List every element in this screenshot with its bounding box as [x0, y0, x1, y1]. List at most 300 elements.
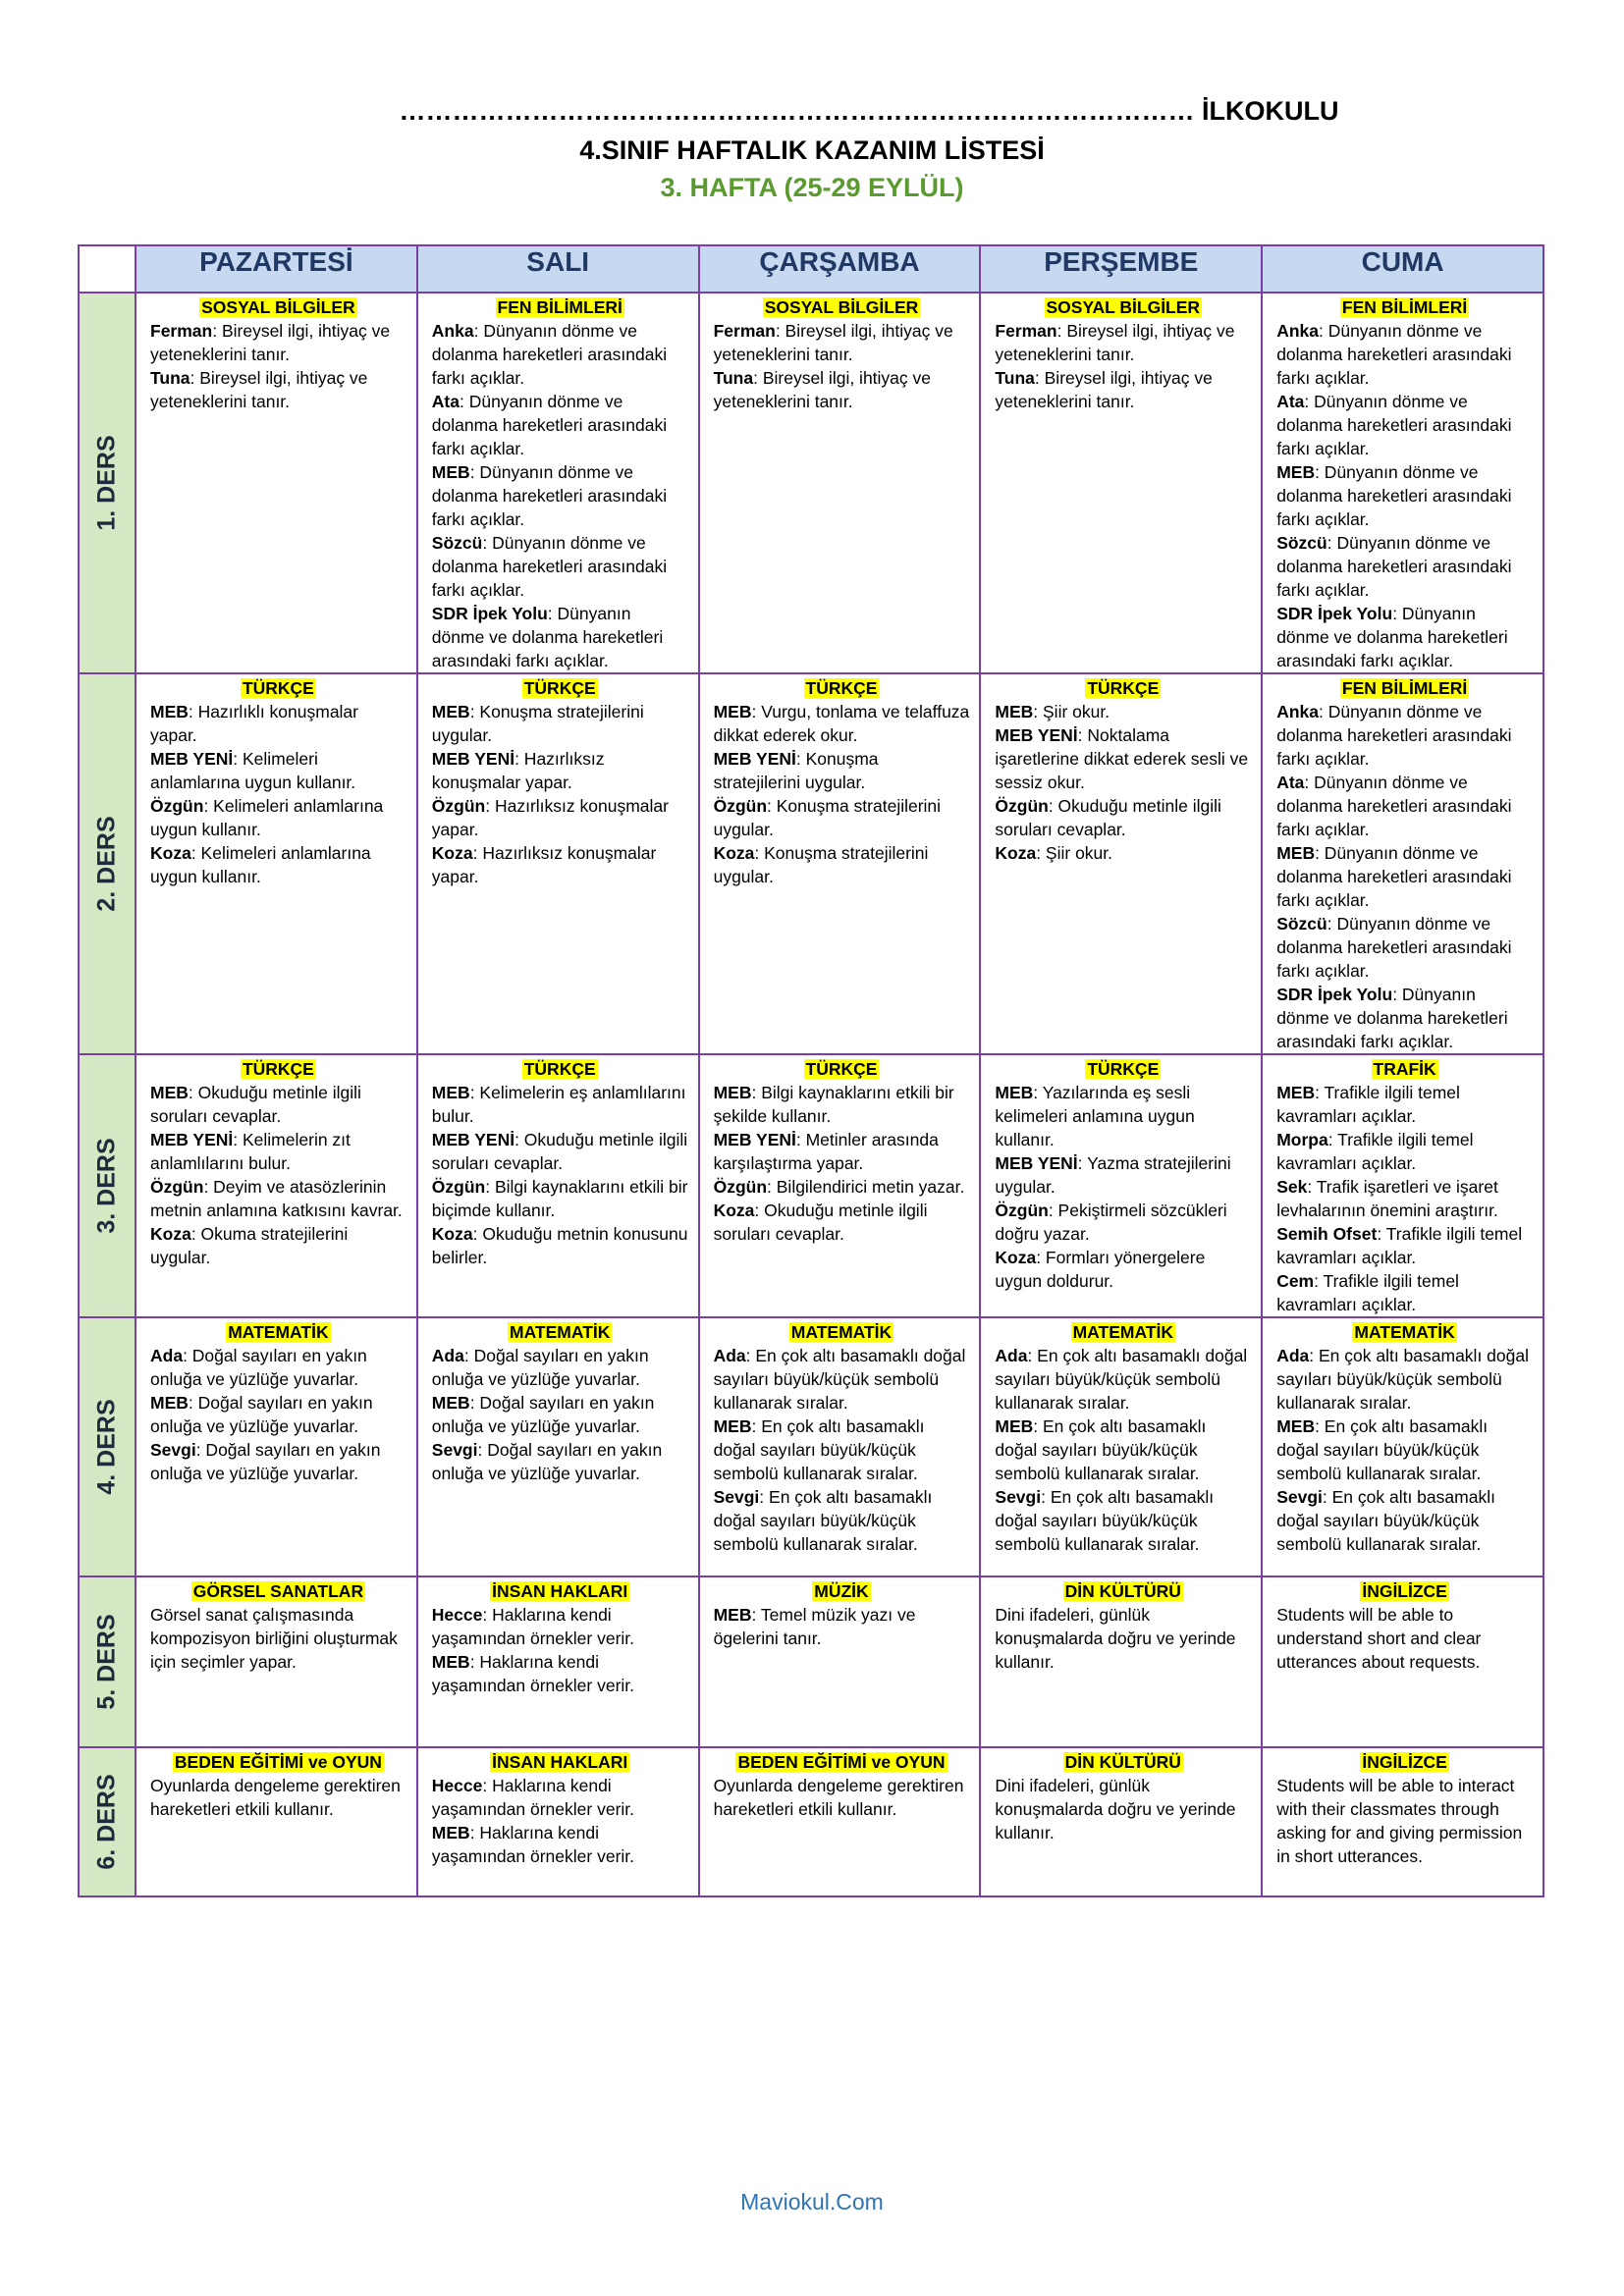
subject-label: BEDEN EĞİTİMİ ve OYUN	[737, 1752, 946, 1772]
outcome-text: : Bilgilendirici metin yazar.	[767, 1177, 965, 1197]
textbook-source: MEB YENİ	[431, 749, 515, 769]
outcome-entry	[995, 1415, 1251, 1485]
outcome-text: : Bireysel ilgi, ihtiyaç ve yeteneklerini tanır.	[150, 368, 368, 411]
outcome-entry	[432, 390, 688, 460]
textbook-source: MEB	[431, 462, 470, 482]
subject-heading	[432, 1750, 688, 1774]
lesson-row-header	[79, 293, 135, 673]
outcome-entry	[150, 841, 406, 888]
subject-label: MÜZİK	[814, 1581, 869, 1601]
lesson-cell-friday	[1262, 1747, 1543, 1896]
lesson-cell-monday	[135, 293, 417, 673]
textbook-source: MEB	[995, 1416, 1034, 1436]
subject-label: İNGİLİZCE	[1362, 1581, 1447, 1601]
subject-heading	[714, 1750, 970, 1774]
lesson-cell-wednesday	[699, 673, 981, 1054]
outcome-text: : Haklarına kendi yaşamından örnekler verir.	[431, 1652, 635, 1695]
outcome-entry	[714, 747, 970, 794]
lesson-cell-friday	[1262, 293, 1543, 673]
subject-heading	[432, 1057, 688, 1081]
outcome-entry	[432, 841, 688, 888]
outcome-text: : Doğal sayıları en yakın onluğa ve yüzlüğe yuvarlar.	[150, 1393, 373, 1436]
subject-heading	[995, 1057, 1251, 1081]
subject-heading	[150, 1320, 406, 1344]
outcome-text: Oyunlarda dengeleme gerektiren hareketleri etkili kullanır.	[150, 1776, 401, 1819]
corner-cell	[79, 245, 135, 293]
outcome-text: : En çok altı basamaklı doğal sayıları büyük/küçük sembolü kullanarak sıralar.	[995, 1487, 1215, 1554]
outcome-entry	[432, 1222, 688, 1269]
outcome-text: : En çok altı basamaklı doğal sayıları büyük/küçük sembolü kullanarak sıralar.	[713, 1487, 933, 1554]
outcome-text: : En çok altı basamaklı doğal sayıları büyük/küçük sembolü kullanarak sıralar.	[1276, 1487, 1495, 1554]
outcome-text: : Dünyanın dönme ve dolanma hareketleri arasındaki farkı açıklar.	[1276, 533, 1512, 600]
subject-heading	[714, 295, 970, 319]
outcome-text: : Kelimelerin zıt anlamlılarını bulur.	[150, 1130, 351, 1173]
outcome-text: : Dünyanın dönme ve dolanma hareketleri arasındaki farkı açıklar.	[1276, 321, 1512, 388]
subject-label: TÜRKÇE	[1087, 678, 1160, 698]
outcome-text: : Bilgi kaynaklarını etkili bir biçimde kullanır.	[431, 1177, 688, 1220]
textbook-source: MEB YENİ	[150, 1130, 234, 1149]
subject-label: SOSYAL BİLGİLER	[764, 297, 919, 317]
subject-label: MATEMATİK	[1354, 1322, 1455, 1342]
outcome-text: : Bireysel ilgi, ihtiyaç ve yeteneklerini tanır.	[995, 368, 1213, 411]
lesson-row	[79, 1576, 1543, 1747]
subject-label: FEN BİLİMLERİ	[497, 297, 623, 317]
textbook-source: Özgün	[150, 796, 204, 816]
textbook-source: Morpa	[1276, 1130, 1328, 1149]
week-title: 3. HAFTA (25-29 EYLÜL)	[660, 173, 964, 202]
outcome-text: Students will be able to understand short and clear utterances about requests.	[1276, 1605, 1482, 1672]
textbook-source: Koza	[431, 1224, 473, 1244]
outcome-entry	[714, 1603, 970, 1650]
textbook-source: Özgün	[995, 796, 1049, 816]
lesson-cell-monday	[135, 1747, 417, 1896]
outcome-text: : Haklarına kendi yaşamından örnekler verir.	[431, 1823, 635, 1866]
outcome-entry	[432, 1603, 688, 1650]
outcome-entry	[714, 1774, 970, 1821]
outcome-text: : Trafikle ilgili temel kavramları açıklar.	[1276, 1130, 1474, 1173]
subject-label: MATEMATİK	[228, 1322, 329, 1342]
outcome-entry	[432, 794, 688, 841]
textbook-source: Özgün	[431, 1177, 486, 1197]
lesson-row-header	[79, 1317, 135, 1576]
textbook-source: MEB YENİ	[713, 749, 796, 769]
textbook-source: MEB	[431, 1652, 470, 1672]
outcome-entry	[1276, 602, 1533, 672]
lesson-cell-wednesday	[699, 1317, 981, 1576]
outcome-text: : Doğal sayıları en yakın onluğa ve yüzlüğe yuvarlar.	[150, 1440, 381, 1483]
textbook-source: MEB	[1276, 462, 1316, 482]
outcome-entry	[1276, 1603, 1533, 1674]
outcome-text: : Kelimeleri anlamlarına uygun kullanır.	[150, 749, 356, 792]
outcome-text: : En çok altı basamaklı doğal sayıları büyük/küçük sembolü kullanarak sıralar.	[995, 1416, 1207, 1483]
textbook-source: MEB	[150, 702, 189, 721]
outcome-entry	[432, 319, 688, 390]
page-title: 4.SINIF HAFTALIK KAZANIM LİSTESİ	[579, 135, 1045, 165]
outcome-text: Oyunlarda dengeleme gerektiren hareketleri etkili kullanır.	[713, 1776, 964, 1819]
outcome-entry	[714, 366, 970, 413]
subject-label: İNSAN HAKLARI	[492, 1752, 628, 1772]
outcome-entry	[432, 602, 688, 672]
lesson-cell-thursday	[980, 1576, 1262, 1747]
outcome-text: : Konuşma stratejilerini uygular.	[431, 702, 644, 745]
lesson-cell-thursday	[980, 1054, 1262, 1317]
outcome-text: : Haklarına kendi yaşamından örnekler verir.	[431, 1605, 635, 1648]
subject-label: TÜRKÇE	[1087, 1059, 1160, 1079]
subject-label: BEDEN EĞİTİMİ ve OYUN	[174, 1752, 382, 1772]
textbook-source: Anka	[431, 321, 474, 341]
subject-heading	[714, 1579, 970, 1603]
textbook-source: Sözcü	[1276, 533, 1327, 553]
lesson-row-header	[79, 1576, 135, 1747]
outcome-text: : Dünyanın dönme ve dolanma hareketleri arasındaki farkı açıklar.	[431, 321, 668, 388]
subject-heading	[995, 1579, 1251, 1603]
outcome-entry	[150, 319, 406, 366]
textbook-source: SDR İpek Yolu	[431, 604, 548, 623]
lesson-cell-tuesday	[417, 1054, 699, 1317]
textbook-source: MEB	[713, 702, 752, 721]
outcome-text: : Noktalama işaretlerine dikkat ederek sesli ve sessiz okur.	[995, 725, 1249, 792]
outcome-text: : Bireysel ilgi, ihtiyaç ve yeteneklerini tanır.	[713, 368, 932, 411]
subject-heading	[150, 1057, 406, 1081]
subject-heading	[995, 295, 1251, 319]
textbook-source: Sevgi	[431, 1440, 478, 1460]
subject-heading	[150, 295, 406, 319]
outcome-entry	[1276, 1269, 1533, 1316]
outcome-entry	[1276, 319, 1533, 390]
outcome-text: : Doğal sayıları en yakın onluğa ve yüzlüğe yuvarlar.	[431, 1440, 663, 1483]
outcome-entry	[1276, 1128, 1533, 1175]
outcome-text: Dini ifadeleri, günlük konuşmalarda doğru ve yerinde kullanır.	[995, 1776, 1236, 1842]
outcome-entry	[995, 723, 1251, 794]
outcome-entry	[1276, 700, 1533, 771]
textbook-source: MEB	[1276, 1416, 1316, 1436]
lesson-cell-thursday	[980, 1747, 1262, 1896]
textbook-source: MEB	[1276, 843, 1316, 863]
outcome-entry	[1276, 1344, 1533, 1415]
lesson-cell-tuesday	[417, 1317, 699, 1576]
outcome-entry	[1276, 1415, 1533, 1485]
lesson-cell-friday	[1262, 1317, 1543, 1576]
outcome-text: : Dünyanın dönme ve dolanma hareketleri arasındaki farkı açıklar.	[1276, 392, 1512, 458]
outcome-text: : Dünyanın dönme ve dolanma hareketleri arasındaki farkı açıklar.	[431, 392, 668, 458]
lesson-label: 6. DERS	[92, 1774, 121, 1870]
outcome-text: : Deyim ve atasözlerinin metnin anlamına katkısını kavrar.	[150, 1177, 403, 1220]
outcome-text: : Temel müzik yazı ve ögelerini tanır.	[713, 1605, 916, 1648]
textbook-source: Ada	[431, 1346, 464, 1365]
subject-heading	[1276, 1320, 1533, 1344]
outcome-text: : Yazılarında eş sesli kelimeleri anlamına uygun kullanır.	[995, 1083, 1195, 1149]
textbook-source: Koza	[431, 843, 473, 863]
outcome-text: : Vurgu, tonlama ve telaffuza dikkat ederek okur.	[713, 702, 970, 745]
subject-label: SOSYAL BİLGİLER	[201, 297, 355, 317]
outcome-entry	[995, 1246, 1251, 1293]
lesson-row	[79, 1054, 1543, 1317]
textbook-source: Koza	[995, 1248, 1037, 1267]
day-header-friday: CUMA	[1262, 245, 1543, 293]
outcome-text: : Okuduğu metnin konusunu belirler.	[431, 1224, 688, 1267]
outcome-text: : Haklarına kendi yaşamından örnekler verir.	[431, 1776, 635, 1819]
outcome-text: : Dünyanın dönme ve dolanma hareketleri arasındaki farkı açıklar.	[1276, 462, 1512, 529]
outcome-entry	[714, 794, 970, 841]
outcome-text: : Bireysel ilgi, ihtiyaç ve yeteneklerini tanır.	[713, 321, 953, 364]
outcome-text: : Dünyanın dönme ve dolanma hareketleri arasındaki farkı açıklar.	[1276, 773, 1512, 839]
outcome-entry	[432, 1438, 688, 1485]
subject-label: SOSYAL BİLGİLER	[1046, 297, 1201, 317]
day-header-tuesday: SALI	[417, 245, 699, 293]
textbook-source: Sevgi	[713, 1487, 760, 1507]
outcome-text: : Trafikle ilgili temel kavramları açıklar.	[1276, 1271, 1459, 1314]
outcome-entry	[714, 1175, 970, 1199]
subject-label: TÜRKÇE	[242, 1059, 314, 1079]
outcome-entry	[995, 1151, 1251, 1199]
outcome-entry	[150, 1344, 406, 1391]
outcome-entry	[1276, 460, 1533, 531]
schedule-table	[78, 244, 1544, 1897]
lesson-row-header	[79, 673, 135, 1054]
lesson-cell-monday	[135, 673, 417, 1054]
day-header-monday: PAZARTESİ	[135, 245, 417, 293]
outcome-text: : Hazırlıklı konuşmalar yapar.	[150, 702, 358, 745]
outcome-entry	[432, 531, 688, 602]
outcome-entry	[432, 460, 688, 531]
outcome-text: Dini ifadeleri, günlük konuşmalarda doğru ve yerinde kullanır.	[995, 1605, 1236, 1672]
outcome-entry	[1276, 1222, 1533, 1269]
outcome-entry	[432, 1344, 688, 1391]
outcome-text: : Doğal sayıları en yakın onluğa ve yüzlüğe yuvarlar.	[431, 1393, 655, 1436]
day-header-wednesday: ÇARŞAMBA	[699, 245, 981, 293]
outcome-text: : Okuduğu metinle ilgili soruları cevaplar.	[431, 1130, 688, 1173]
textbook-source: Ata	[1276, 392, 1305, 411]
outcome-entry	[714, 1199, 970, 1246]
outcome-entry	[1276, 771, 1533, 841]
subject-heading	[1276, 1579, 1533, 1603]
textbook-source: Özgün	[150, 1177, 204, 1197]
outcome-entry	[1276, 1175, 1533, 1222]
textbook-source: Koza	[995, 843, 1037, 863]
textbook-source: MEB	[150, 1083, 189, 1102]
lesson-cell-monday	[135, 1576, 417, 1747]
outcome-text: : En çok altı basamaklı doğal sayıları büyük/küçük sembolü kullanarak sıralar.	[1276, 1346, 1529, 1413]
outcome-entry	[995, 841, 1251, 865]
subject-label: FEN BİLİMLERİ	[1341, 678, 1468, 698]
lesson-cell-friday	[1262, 673, 1543, 1054]
lesson-label: 1. DERS	[92, 435, 121, 531]
outcome-entry	[432, 1774, 688, 1821]
outcome-entry	[995, 1774, 1251, 1844]
outcome-text: : Dünyanın dönme ve dolanma hareketleri arasındaki farkı açıklar.	[431, 462, 668, 529]
outcome-entry	[150, 366, 406, 413]
textbook-source: Koza	[150, 1224, 191, 1244]
outcome-entry	[432, 700, 688, 747]
outcome-entry	[150, 1391, 406, 1438]
subject-heading	[995, 676, 1251, 700]
lesson-cell-wednesday	[699, 293, 981, 673]
outcome-entry	[432, 1081, 688, 1128]
subject-label: TÜRKÇE	[805, 678, 878, 698]
textbook-source: Sek	[1276, 1177, 1308, 1197]
subject-heading	[432, 1579, 688, 1603]
outcome-entry	[150, 1603, 406, 1674]
textbook-source: Ada	[150, 1346, 184, 1365]
textbook-source: MEB	[431, 1393, 470, 1413]
subject-label: TÜRKÇE	[242, 678, 314, 698]
textbook-source: MEB YENİ	[713, 1130, 796, 1149]
outcome-entry	[714, 1128, 970, 1175]
subject-heading	[432, 1320, 688, 1344]
outcome-text: : Doğal sayıları en yakın onluğa ve yüzlüğe yuvarlar.	[431, 1346, 649, 1389]
outcome-entry	[150, 1222, 406, 1269]
textbook-source: MEB	[713, 1083, 752, 1102]
outcome-entry	[1276, 531, 1533, 602]
subject-heading	[995, 1750, 1251, 1774]
textbook-source: Tuna	[713, 368, 754, 388]
lesson-cell-wednesday	[699, 1576, 981, 1747]
outcome-text: : Yazma stratejilerini uygular.	[995, 1153, 1231, 1197]
outcome-text: : Dünyanın dönme ve dolanma hareketleri arasındaki farkı açıklar.	[1276, 914, 1512, 981]
lesson-cell-thursday	[980, 293, 1262, 673]
outcome-entry	[432, 1821, 688, 1868]
textbook-source: Ata	[1276, 773, 1305, 792]
lesson-cell-tuesday	[417, 1576, 699, 1747]
textbook-source: MEB	[431, 1083, 470, 1102]
subject-label: DİN KÜLTÜRÜ	[1064, 1581, 1181, 1601]
subject-label: TÜRKÇE	[523, 678, 596, 698]
outcome-text: : En çok altı basamaklı doğal sayıları büyük/küçük sembolü kullanarak sıralar.	[713, 1416, 925, 1483]
subject-heading	[432, 676, 688, 700]
textbook-source: Ferman	[713, 321, 776, 341]
day-header-thursday: PERŞEMBE	[980, 245, 1262, 293]
outcome-text: : Kelimelerin eş anlamlılarını bulur.	[431, 1083, 686, 1126]
lesson-cell-thursday	[980, 673, 1262, 1054]
subject-label: GÖRSEL SANATLAR	[192, 1581, 364, 1601]
subject-label: MATEMATİK	[1072, 1322, 1173, 1342]
textbook-source: MEB YENİ	[995, 1153, 1078, 1173]
outcome-text: : Dünyanın dönme ve dolanma hareketleri arasındaki farkı açıklar.	[1276, 985, 1508, 1051]
subject-heading	[1276, 676, 1533, 700]
textbook-source: Koza	[713, 843, 755, 863]
textbook-source: Özgün	[713, 1177, 768, 1197]
textbook-source: MEB	[995, 702, 1034, 721]
textbook-source: Tuna	[995, 368, 1035, 388]
lesson-cell-tuesday	[417, 673, 699, 1054]
outcome-text: : Konuşma stratejilerini uygular.	[713, 749, 879, 792]
outcome-entry	[714, 841, 970, 888]
textbook-source: SDR İpek Yolu	[1276, 604, 1393, 623]
lesson-label: 4. DERS	[92, 1399, 121, 1495]
outcome-entry	[432, 1391, 688, 1438]
outcome-text: : Hazırlıksız konuşmalar yapar.	[431, 749, 605, 792]
subject-label: TÜRKÇE	[523, 1059, 596, 1079]
outcome-entry	[150, 700, 406, 747]
textbook-source: Ferman	[150, 321, 213, 341]
outcome-entry	[432, 747, 688, 794]
lesson-cell-wednesday	[699, 1054, 981, 1317]
subject-heading	[995, 1320, 1251, 1344]
lesson-row	[79, 293, 1543, 673]
outcome-text: : Okuduğu metinle ilgili soruları cevaplar.	[150, 1083, 361, 1126]
outcome-entry	[150, 1081, 406, 1128]
outcome-entry	[432, 1128, 688, 1175]
footer-site-link[interactable]: Maviokul.Com	[740, 2189, 884, 2215]
subject-heading	[1276, 1057, 1533, 1081]
outcome-entry	[432, 1650, 688, 1697]
lesson-label: 5. DERS	[92, 1614, 121, 1710]
day-header-row	[79, 245, 1543, 293]
outcome-text: : Metinler arasında karşılaştırma yapar.	[713, 1130, 939, 1173]
outcome-entry	[1276, 390, 1533, 460]
outcome-entry	[1276, 841, 1533, 912]
textbook-source: Sevgi	[1276, 1487, 1323, 1507]
textbook-source: MEB	[431, 702, 470, 721]
outcome-text: : Bireysel ilgi, ihtiyaç ve yeteneklerini tanır.	[995, 321, 1235, 364]
outcome-text: : Şiir okur.	[1036, 843, 1113, 863]
lesson-row-header	[79, 1747, 135, 1896]
subject-heading	[150, 1579, 406, 1603]
textbook-source: Ferman	[995, 321, 1057, 341]
outcome-text: : Trafikle ilgili temel kavramları açıklar.	[1276, 1083, 1460, 1126]
outcome-text: : Trafik işaretleri ve işaret levhalarının önemini araştırır.	[1276, 1177, 1498, 1220]
subject-label: DİN KÜLTÜRÜ	[1064, 1752, 1181, 1772]
textbook-source: Koza	[713, 1201, 755, 1220]
outcome-text: : Formları yönergelere uygun doldurur.	[995, 1248, 1206, 1291]
textbook-source: Tuna	[150, 368, 190, 388]
subject-label: FEN BİLİMLERİ	[1341, 297, 1468, 317]
textbook-source: MEB	[995, 1083, 1034, 1102]
outcome-text: : Hazırlıksız konuşmalar yapar.	[431, 796, 669, 839]
textbook-source: Sözcü	[1276, 914, 1327, 934]
textbook-source: MEB	[431, 1823, 470, 1842]
outcome-text: : Dünyanın dönme ve dolanma hareketleri arasındaki farkı açıklar.	[431, 533, 668, 600]
lesson-cell-thursday	[980, 1317, 1262, 1576]
outcome-entry	[1276, 1485, 1533, 1556]
subject-heading	[714, 1320, 970, 1344]
outcome-entry	[995, 1485, 1251, 1556]
lesson-label: 3. DERS	[92, 1138, 121, 1234]
outcome-text: : Kelimeleri anlamlarına uygun kullanır.	[150, 796, 384, 839]
outcome-text: Görsel sanat çalışmasında kompozisyon birliğini oluşturmak için seçimler yapar.	[150, 1605, 398, 1672]
outcome-entry	[714, 1081, 970, 1128]
outcome-text: : Trafikle ilgili temel kavramları açıklar.	[1276, 1224, 1523, 1267]
textbook-source: MEB	[150, 1393, 189, 1413]
outcome-text: : Kelimeleri anlamlarına uygun kullanır.	[150, 843, 371, 886]
textbook-source: Sözcü	[431, 533, 483, 553]
subject-label: MATEMATİK	[510, 1322, 611, 1342]
outcome-text: : Şiir okur.	[1033, 702, 1110, 721]
outcome-text: : Dünyanın dönme ve dolanma hareketleri arasındaki farkı açıklar.	[1276, 843, 1512, 910]
lesson-cell-tuesday	[417, 293, 699, 673]
textbook-source: Anka	[1276, 321, 1319, 341]
textbook-source: Hecce	[431, 1605, 483, 1625]
subject-label: İNSAN HAKLARI	[492, 1581, 628, 1601]
outcome-entry	[1276, 1081, 1533, 1128]
outcome-entry	[714, 319, 970, 366]
lesson-cell-friday	[1262, 1576, 1543, 1747]
lesson-cell-monday	[135, 1317, 417, 1576]
outcome-entry	[995, 319, 1251, 366]
subject-heading	[714, 676, 970, 700]
subject-label: MATEMATİK	[790, 1322, 893, 1342]
textbook-source: MEB YENİ	[431, 1130, 515, 1149]
outcome-entry	[995, 700, 1251, 723]
outcome-entry	[150, 1438, 406, 1485]
outcome-entry	[150, 794, 406, 841]
subject-label: İNGİLİZCE	[1362, 1752, 1447, 1772]
textbook-source: Ada	[995, 1346, 1028, 1365]
textbook-source: Koza	[150, 843, 191, 863]
textbook-source: Hecce	[431, 1776, 483, 1795]
outcome-entry	[432, 1175, 688, 1222]
outcome-entry	[1276, 912, 1533, 983]
